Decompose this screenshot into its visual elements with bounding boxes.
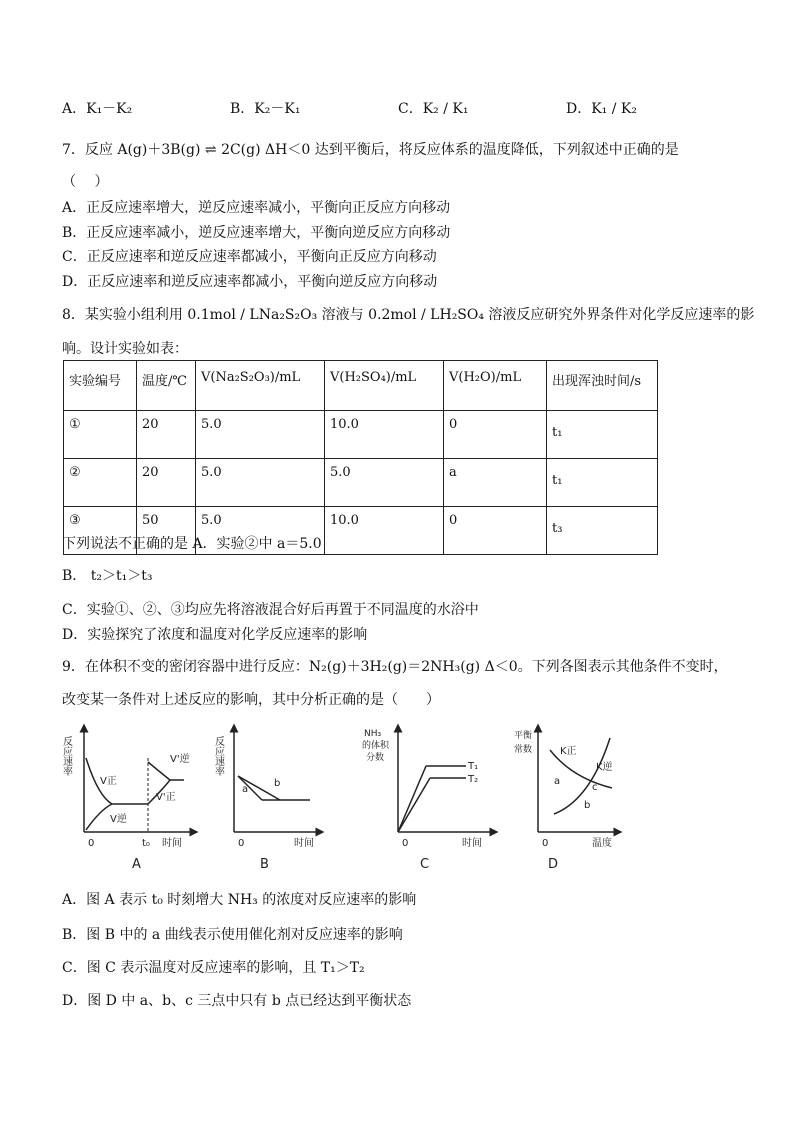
- table-row: [64, 411, 658, 459]
- time-value: t₃: [552, 521, 563, 536]
- table-cell: [547, 411, 658, 459]
- table-cell: ②: [64, 459, 137, 507]
- table-cell: 10.0: [325, 507, 444, 555]
- q7-option-b: B．正反应速率减小，逆反应速率增大，平衡向逆反应方向移动: [62, 225, 451, 241]
- q7-stem: 7．反应 A(g)＋3B(g) ⇌ 2C(g) ΔH＜0 达到平衡后，将反应体系的温度降低，下列叙述中正确的是: [62, 142, 679, 158]
- fig-d-point-c: c: [592, 782, 598, 793]
- q7-paren: （ ）: [62, 174, 109, 190]
- fig-c-caption: C: [420, 857, 430, 872]
- fig-a-caption: A: [132, 857, 141, 872]
- figure-d: [538, 728, 618, 832]
- fig-d-ylabel-line2: 常数: [514, 745, 533, 755]
- q8-option-b: B． t₂＞t₁＞t₃: [62, 568, 153, 584]
- table-cell: 5.0: [325, 459, 444, 507]
- table-cell: [547, 507, 658, 555]
- q8-option-d: D．实验探究了浓度和温度对化学反应速率的影响: [62, 627, 368, 643]
- table-cell: 5.0: [196, 459, 325, 507]
- fig-b-xlabel: 时间: [294, 838, 314, 849]
- fig-a-label-v-forward-prime: V'正: [156, 792, 176, 803]
- q8-stem-line1: 8．某实验小组利用 0.1mol / LNa₂S₂O₃ 溶液与 0.2mol / LH₂SO₄ 溶液反应研究外界条件对化学反应速率的影: [62, 307, 755, 323]
- fig-d-ylabel-line1: 平衡: [514, 731, 533, 741]
- fig-c-ylabel-line1: NH₃: [364, 729, 382, 739]
- fig-c-xlabel: 时间: [462, 838, 482, 849]
- table-cell: 5.0: [196, 411, 325, 459]
- fig-d-point-b: b: [584, 800, 591, 811]
- fig-b-curve-a: a: [242, 784, 249, 795]
- table-cell: ③: [64, 507, 137, 555]
- table-cell: 0: [444, 411, 547, 459]
- fig-d-label-k-reverse: K逆: [596, 762, 613, 773]
- q9-option-a: A．图 A 表示 t₀ 时刻增大 NH₃ 的浓度对反应速率的影响: [62, 892, 417, 908]
- q7-option-a: A．正反应速率增大，逆反应速率减小，平衡向正反应方向移动: [62, 200, 451, 216]
- fig-a-label-v-reverse: V逆: [110, 814, 127, 825]
- q9-option-c: C．图 C 表示温度对反应速率的影响，且 T₁＞T₂: [62, 960, 365, 976]
- table-cell: [547, 459, 658, 507]
- fig-b-curve-b: b: [274, 778, 281, 789]
- table-cell: 20: [137, 411, 196, 459]
- table-header-cell: 实验编号: [64, 361, 137, 411]
- fig-a-origin: 0: [88, 838, 95, 849]
- fig-c-origin: 0: [402, 838, 409, 849]
- q9-option-b: B．图 B 中的 a 曲线表示使用催化剂对反应速率的影响: [62, 927, 403, 943]
- fig-a-label-v-reverse-prime: V'逆: [170, 754, 190, 765]
- fig-a-xlabel: 时间: [162, 838, 182, 849]
- q8-stem-line2: 响。设计实验如表：: [62, 341, 188, 357]
- table-cell: a: [444, 459, 547, 507]
- q6-option-c: C．K₂ / K₁: [398, 101, 469, 117]
- fig-b-origin: 0: [238, 838, 245, 849]
- q6-option-d: D．K₁ / K₂: [566, 101, 637, 117]
- fig-c-curve-t2: T₂: [468, 774, 479, 785]
- q8-option-c: C．实验①、②、③均应先将溶液混合好后再置于不同温度的水浴中: [62, 602, 479, 618]
- fig-a-ylabel: 反应速率: [60, 736, 72, 776]
- q6-option-b: B．K₂－K₁: [230, 101, 301, 117]
- fig-b-caption: B: [260, 857, 269, 872]
- time-value: t₁: [552, 425, 563, 440]
- table-cell: 0: [444, 507, 547, 555]
- q9-stem-line1: 9．在体积不变的密闭容器中进行反应：N₂(g)＋3H₂(g)＝2NH₃(g) Δ＜0。下列各图表示其他条件不变时，: [62, 659, 728, 675]
- fig-d-xlabel: 温度: [592, 838, 612, 849]
- fig-d-origin: 0: [542, 838, 549, 849]
- fig-d-point-a: a: [554, 776, 561, 787]
- q6-option-a: A．K₁－K₂: [62, 101, 133, 117]
- table-header-cell: V(Na₂S₂O₃)/mL: [196, 361, 325, 411]
- experiment-table: [63, 360, 658, 555]
- table-cell: 20: [137, 459, 196, 507]
- table-header-cell: V(H₂SO₄)/mL: [325, 361, 444, 411]
- table-header-cell: 出现浑浊时间/s: [547, 361, 658, 411]
- fig-a-label-v-forward: V正: [100, 776, 117, 787]
- q7-option-d: D．正反应速率和逆反应速率都减小，平衡向逆反应方向移动: [62, 274, 438, 290]
- fig-d-caption: D: [548, 857, 559, 872]
- fig-c-curve-t1: T₁: [468, 761, 479, 772]
- table-header-cell: V(H₂O)/mL: [444, 361, 547, 411]
- fig-d-label-k-forward: K正: [560, 746, 577, 757]
- table-cell: ①: [64, 411, 137, 459]
- q7-option-c: C．正反应速率和逆反应速率都减小，平衡向正反应方向移动: [62, 249, 437, 265]
- table-row: [64, 459, 658, 507]
- fig-c-ylabel-line2: 的体积: [362, 741, 390, 751]
- fig-a-t0: t₀: [142, 838, 150, 849]
- fig-c-ylabel-line3: 分数: [366, 753, 385, 763]
- q9-option-d: D．图 D 中 a、b、c 三点中只有 b 点已经达到平衡状态: [62, 993, 412, 1009]
- table-cell: 10.0: [325, 411, 444, 459]
- q8-after-table: 下列说法不正确的是 A．实验②中 a＝5.0: [62, 536, 322, 552]
- fig-b-ylabel: 反应速率: [212, 736, 224, 776]
- table-cell: 5.0: [196, 507, 325, 555]
- q9-figures: [62, 718, 622, 878]
- table-header-row: [64, 361, 658, 411]
- time-value: t₁: [552, 473, 563, 488]
- q9-stem-line2: 改变某一条件对上述反应的影响，其中分析正确的是（ ）: [62, 692, 440, 708]
- figure-c: [398, 728, 494, 832]
- table-cell: 50: [137, 507, 196, 555]
- table-header-cell: 温度/℃: [137, 361, 196, 411]
